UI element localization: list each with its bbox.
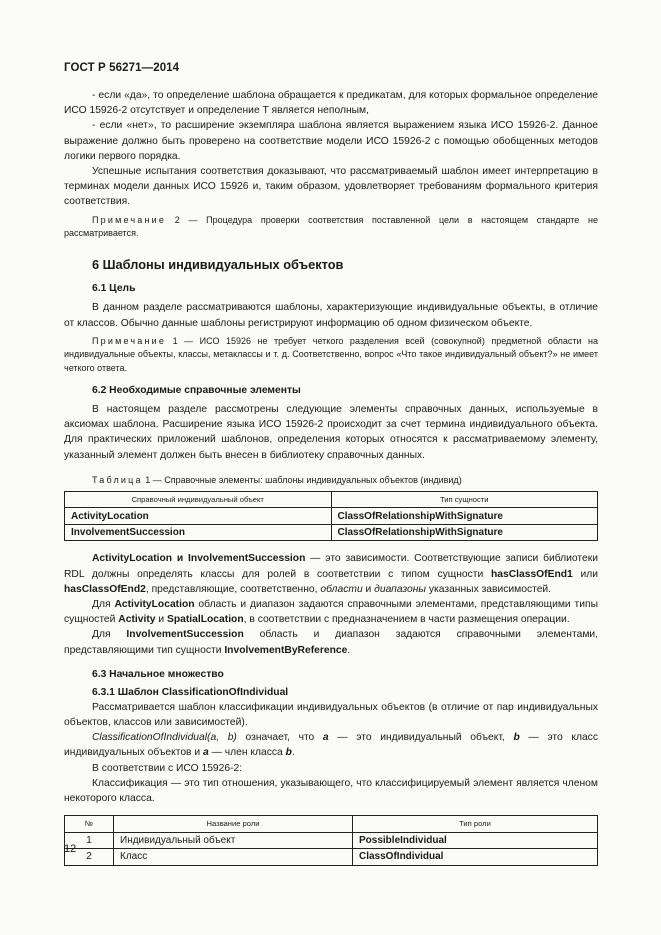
text: означает, что	[236, 732, 323, 744]
column-header: Справочный индивидуальный объект	[65, 491, 332, 508]
text: , представляющие, соответственно,	[145, 583, 321, 595]
subsection-heading: 6.1 Цель	[92, 283, 136, 295]
paragraph	[64, 551, 598, 597]
term: hasClassOfEnd2	[64, 583, 146, 595]
text: — это индивидуальный объект,	[328, 732, 514, 744]
paragraph: - если «нет», то расширение экземпляра шаблона является выражением языка ИСО 15926-2. Данное выражение должно быть проверено на соответствие модели ИСО 15926-2 с помощью обобщенных методов логики первого порядка.	[64, 120, 598, 162]
paragraph: Классификация — это тип отношения, указывающего, что классифицируемый элемент является членом некоторого класса.	[64, 777, 598, 805]
variable: a	[322, 732, 329, 744]
column-header: №	[65, 816, 114, 833]
text: и	[155, 614, 167, 626]
note-lead: Примечание	[92, 214, 167, 225]
note-text: 1 — ИСО 15926 не требует четкого разделения всей (совокупной) предметной области на индивидуальные объекты, классы, метаклассы и т. д. Соответственно, вопрос «Что такое индивидуальный объект?» не имеет четкого ответа.	[64, 335, 598, 373]
note-1	[64, 335, 598, 375]
text: — это зависимости. Соответствующие записи библиотеки RDL должны определять классы для ролей в соответствии с типом сущности	[64, 553, 599, 580]
text: указанных зависимостей.	[426, 583, 552, 595]
term: ActivityLocation и InvolvementSuccession	[92, 553, 306, 565]
paragraph	[64, 730, 598, 760]
table-header-row	[65, 491, 598, 508]
page-header: ГОСТ Р 56271—2014	[64, 62, 180, 74]
text: область и диапазон задаются справочными элементами, представляющими типы сущностей	[64, 598, 599, 626]
table-cell: ClassOfRelationshipWithSignature	[331, 508, 598, 525]
note-2	[64, 214, 598, 241]
table-cell: InvolvementSuccession	[65, 524, 332, 541]
paragraph: В настоящем разделе рассмотрены следующие элементы справочных данных, используемые в аксиомах шаблона. Расширение языка ИСО 15926-2 происходит за счет термина индивидуального объекта. Для практических приложений шаблонов, определения которых относятся к рассматриваемому элементу, указанный элемент должен быть внесен в библиотеку справочных данных.	[64, 404, 598, 461]
subsection-heading: 6.3 Начальное множество	[92, 668, 224, 680]
term: Activity	[118, 614, 156, 626]
table-cell: 1	[65, 832, 114, 849]
table-cell: PossibleIndividual	[353, 832, 598, 849]
page-content	[64, 88, 598, 866]
text: или	[572, 568, 599, 580]
roles-table	[64, 815, 598, 866]
term: диапазоны	[374, 583, 426, 595]
term: ClassificationOfIndividual(a, b)	[92, 732, 237, 744]
page-number: 12	[64, 843, 77, 855]
variable: b	[513, 732, 520, 744]
table-cell: Класс	[114, 849, 353, 866]
term: области	[320, 583, 363, 595]
table-cell: 2	[65, 849, 114, 866]
table-row	[65, 849, 598, 866]
text: область и диапазон задаются справочными элементами, представляющими тип сущности	[64, 629, 599, 656]
text: Для	[92, 629, 127, 641]
paragraph: В соответствии с ИСО 15926-2:	[92, 762, 243, 774]
table-row	[65, 508, 598, 525]
caption-lead: Таблица	[92, 474, 143, 485]
subsection-heading: 6.2 Необходимые справочные элементы	[92, 385, 301, 397]
text: Для	[92, 598, 115, 610]
table-cell: Индивидуальный объект	[114, 832, 353, 849]
note-lead: Примечание	[92, 335, 167, 346]
column-header: Тип роли	[353, 816, 598, 833]
table-caption	[64, 474, 598, 487]
subsection-heading: 6.3.1 Шаблон ClassificationOfIndividual	[92, 686, 289, 698]
paragraph: Рассматривается шаблон классификации индивидуальных объектов (в отличие от пар индивидуальных объектов, классов или зависимостей).	[64, 701, 598, 728]
paragraph: В данном разделе рассматриваются шаблоны, характеризующие индивидуальные объекты, в отличие от классов. Обычно данные шаблоны регистрируют информацию об одном физическом объекте.	[64, 302, 598, 329]
text: — это класс индивидуальных объектов и	[64, 732, 598, 759]
text: и	[362, 583, 375, 595]
text: .	[291, 747, 295, 759]
section-heading: 6 Шаблоны индивидуальных объектов	[92, 257, 344, 273]
term: hasClassOfEnd1	[490, 568, 573, 580]
term: SpatialLocation	[166, 614, 244, 626]
paragraph: Успешные испытания соответствия доказывают, что рассматриваемый шаблон имеет интерпретацию в терминах модели данных ИСО 15926 и, таким образом, удовлетворяет требованиям формального критерия соответствия.	[64, 166, 598, 208]
text: .	[347, 644, 351, 656]
note-text: 2 — Процедура проверки соответствия поставленной цели в настоящем стандарте не рассматривается.	[64, 214, 598, 239]
paragraph	[64, 597, 598, 627]
text: — член класса	[208, 747, 286, 759]
column-header: Тип сущности	[331, 491, 598, 508]
reference-items-table	[64, 491, 598, 542]
text: , в соответствии с предназначением в части размещения операции.	[243, 614, 570, 626]
table-cell: ClassOfIndividual	[353, 849, 598, 866]
term: InvolvementSuccession	[126, 629, 244, 641]
variable: b	[285, 747, 292, 759]
table-row	[65, 524, 598, 541]
paragraph	[64, 627, 598, 657]
table-cell: ClassOfRelationshipWithSignature	[331, 524, 598, 541]
variable: a	[203, 747, 209, 759]
table-row	[65, 832, 598, 849]
term: ActivityLocation	[114, 598, 195, 610]
term: InvolvementByReference	[224, 644, 348, 656]
paragraph: - если «да», то определение шаблона обращается к предикатам, для которых формальное определение ИСО 15926-2 отсутствует и определение T является неполным,	[64, 90, 598, 117]
caption-text: 1 — Справочные элементы: шаблоны индивидуальных объектов (индивид)	[142, 474, 462, 485]
column-header: Название роли	[114, 816, 353, 833]
table-cell: ActivityLocation	[65, 508, 332, 525]
table-header-row	[65, 816, 598, 833]
